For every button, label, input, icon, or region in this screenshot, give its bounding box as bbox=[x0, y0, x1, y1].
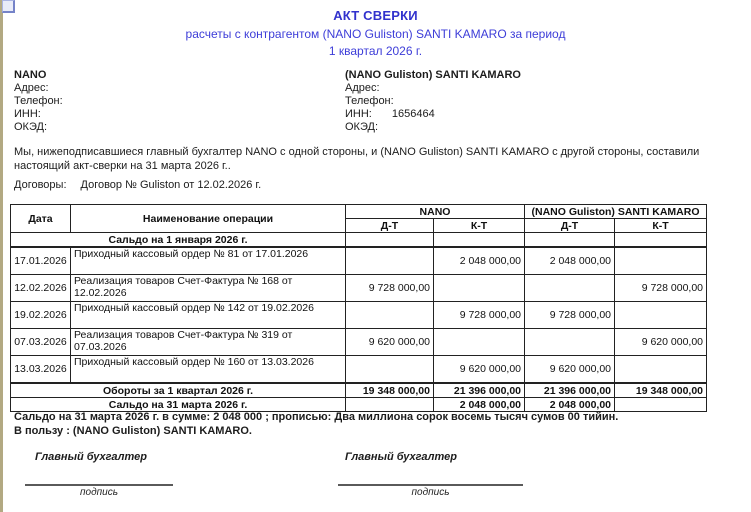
amount-cell bbox=[346, 233, 434, 248]
amount-cell bbox=[346, 398, 434, 412]
party-right-inn-label: ИНН: bbox=[345, 108, 372, 120]
party-right-address-label: Адрес: bbox=[345, 82, 380, 94]
amount-cell bbox=[615, 356, 707, 384]
table-row bbox=[11, 302, 707, 329]
signature-line-right bbox=[338, 484, 523, 486]
col-header-credit-1: К-Т bbox=[434, 219, 525, 233]
signature-block-right bbox=[338, 484, 523, 498]
col-group-nano: NANO bbox=[346, 205, 525, 219]
party-left-inn-label: ИНН: bbox=[14, 108, 41, 120]
amount-cell: 9 620 000,00 bbox=[615, 329, 707, 356]
operation-cell: Приходный кассовый ордер № 81 от 17.01.2026 bbox=[71, 247, 346, 275]
amount-cell: 21 396 000,00 bbox=[434, 383, 525, 398]
contracts-value: Договор № Guliston от 12.02.2026 г. bbox=[80, 179, 262, 191]
date-cell: 13.03.2026 bbox=[11, 356, 71, 384]
signature-line-left bbox=[25, 484, 173, 486]
party-right-block bbox=[345, 69, 521, 134]
amount-cell: 9 620 000,00 bbox=[346, 329, 434, 356]
col-header-credit-2: К-Т bbox=[615, 219, 707, 233]
amount-cell bbox=[615, 233, 707, 248]
amount-cell: 9 728 000,00 bbox=[525, 302, 615, 329]
signature-block-left bbox=[25, 484, 173, 498]
amount-cell bbox=[615, 247, 707, 275]
party-left-address-label: Адрес: bbox=[14, 82, 49, 94]
amount-cell: 9 620 000,00 bbox=[434, 356, 525, 384]
row-totals bbox=[11, 383, 707, 398]
amount-cell bbox=[525, 233, 615, 248]
amount-cell bbox=[615, 398, 707, 412]
table-row bbox=[11, 247, 707, 275]
party-right-phone-label: Телефон: bbox=[345, 95, 394, 107]
signature-caption-left: подпись bbox=[80, 487, 118, 498]
amount-cell: 2 048 000,00 bbox=[434, 247, 525, 275]
signature-title-left: Главный бухгалтер bbox=[35, 451, 147, 463]
operation-cell: Приходный кассовый ордер № 160 от 13.03.2026 bbox=[71, 356, 346, 384]
amount-cell bbox=[346, 356, 434, 384]
preamble-text: Мы, нижеподписавшиеся главный бухгалтер NANO с одной стороны, и (NANO Guliston) SANTI KAMARO с другой стороны, составили настоящий акт-сверки на 31 марта 2026 г.. bbox=[14, 146, 700, 172]
amount-cell: 19 348 000,00 bbox=[615, 383, 707, 398]
table-row bbox=[11, 356, 707, 384]
amount-cell: 21 396 000,00 bbox=[525, 383, 615, 398]
amount-cell: 2 048 000,00 bbox=[525, 247, 615, 275]
row-closing bbox=[11, 398, 707, 412]
contracts-line bbox=[14, 179, 261, 191]
amount-cell bbox=[615, 302, 707, 329]
summary-line-favor: В пользу : (NANO Guliston) SANTI KAMARO. bbox=[14, 424, 252, 437]
row-opening bbox=[11, 233, 707, 248]
table-row bbox=[11, 329, 707, 356]
operation-cell: Приходный кассовый ордер № 142 от 19.02.2026 bbox=[71, 302, 346, 329]
party-left-name: NANO bbox=[14, 69, 47, 81]
amount-cell bbox=[434, 275, 525, 302]
signature-title-right: Главный бухгалтер bbox=[345, 451, 457, 463]
page-title: АКТ СВЕРКИ bbox=[333, 8, 418, 23]
party-right-inn-value: 1656464 bbox=[391, 108, 435, 120]
summary-line-amount: Сальдо на 31 марта 2026 г. в сумме: 2 048 000 ; прописью: Два миллиона сорок восемь тысяч сумов 00 тийин. bbox=[14, 411, 619, 423]
contracts-label: Договоры: bbox=[14, 179, 67, 191]
window-edge-strip bbox=[0, 0, 3, 512]
col-header-date: Дата bbox=[11, 205, 71, 233]
party-right-inn-line bbox=[345, 108, 521, 121]
party-right-oked-label: ОКЭД: bbox=[345, 121, 379, 133]
date-cell: 17.01.2026 bbox=[11, 247, 71, 275]
signature-caption-right: подпись bbox=[411, 487, 450, 498]
amount-cell bbox=[525, 329, 615, 356]
amount-cell bbox=[525, 275, 615, 302]
amount-cell: 9 620 000,00 bbox=[525, 356, 615, 384]
amount-cell: 2 048 000,00 bbox=[434, 398, 525, 412]
amount-cell bbox=[346, 247, 434, 275]
document-header bbox=[0, 8, 751, 61]
date-cell: 07.03.2026 bbox=[11, 329, 71, 356]
party-left-oked-label: ОКЭД: bbox=[14, 121, 48, 133]
summary-block bbox=[14, 411, 738, 438]
date-cell: 12.02.2026 bbox=[11, 275, 71, 302]
reconciliation-table bbox=[10, 204, 707, 412]
party-left-phone-label: Телефон: bbox=[14, 95, 63, 107]
amount-cell bbox=[346, 302, 434, 329]
table-header-row-groups bbox=[11, 205, 707, 219]
party-left-inn-line bbox=[14, 108, 63, 121]
amount-cell bbox=[434, 233, 525, 248]
amount-cell: 2 048 000,00 bbox=[525, 398, 615, 412]
party-right-name: (NANO Guliston) SANTI KAMARO bbox=[345, 69, 521, 81]
operation-cell: Реализация товаров Счет-Фактура № 168 от 12.02.2026 bbox=[71, 275, 346, 302]
period-line: 1 квартал 2026 г. bbox=[328, 44, 423, 58]
amount-cell: 9 728 000,00 bbox=[434, 302, 525, 329]
amount-cell bbox=[434, 329, 525, 356]
closing-balance-label: Сальдо на 31 марта 2026 г. bbox=[11, 398, 346, 412]
operation-cell: Реализация товаров Счет-Фактура № 319 от 07.03.2026 bbox=[71, 329, 346, 356]
col-header-debit-1: Д-Т bbox=[346, 219, 434, 233]
opening-balance-label: Сальдо на 1 января 2026 г. bbox=[11, 233, 346, 248]
col-group-counterparty: (NANO Guliston) SANTI KAMARO bbox=[525, 205, 707, 219]
date-cell: 19.02.2026 bbox=[11, 302, 71, 329]
amount-cell: 9 728 000,00 bbox=[615, 275, 707, 302]
page-subtitle: расчеты с контрагентом (NANO Guliston) SANTI KAMARO за период bbox=[185, 27, 566, 41]
amount-cell: 9 728 000,00 bbox=[346, 275, 434, 302]
table-row bbox=[11, 275, 707, 302]
turnover-label: Обороты за 1 квартал 2026 г. bbox=[11, 383, 346, 398]
party-left-block bbox=[14, 69, 63, 134]
col-header-operation: Наименование операции bbox=[71, 205, 346, 233]
col-header-debit-2: Д-Т bbox=[525, 219, 615, 233]
amount-cell: 19 348 000,00 bbox=[346, 383, 434, 398]
